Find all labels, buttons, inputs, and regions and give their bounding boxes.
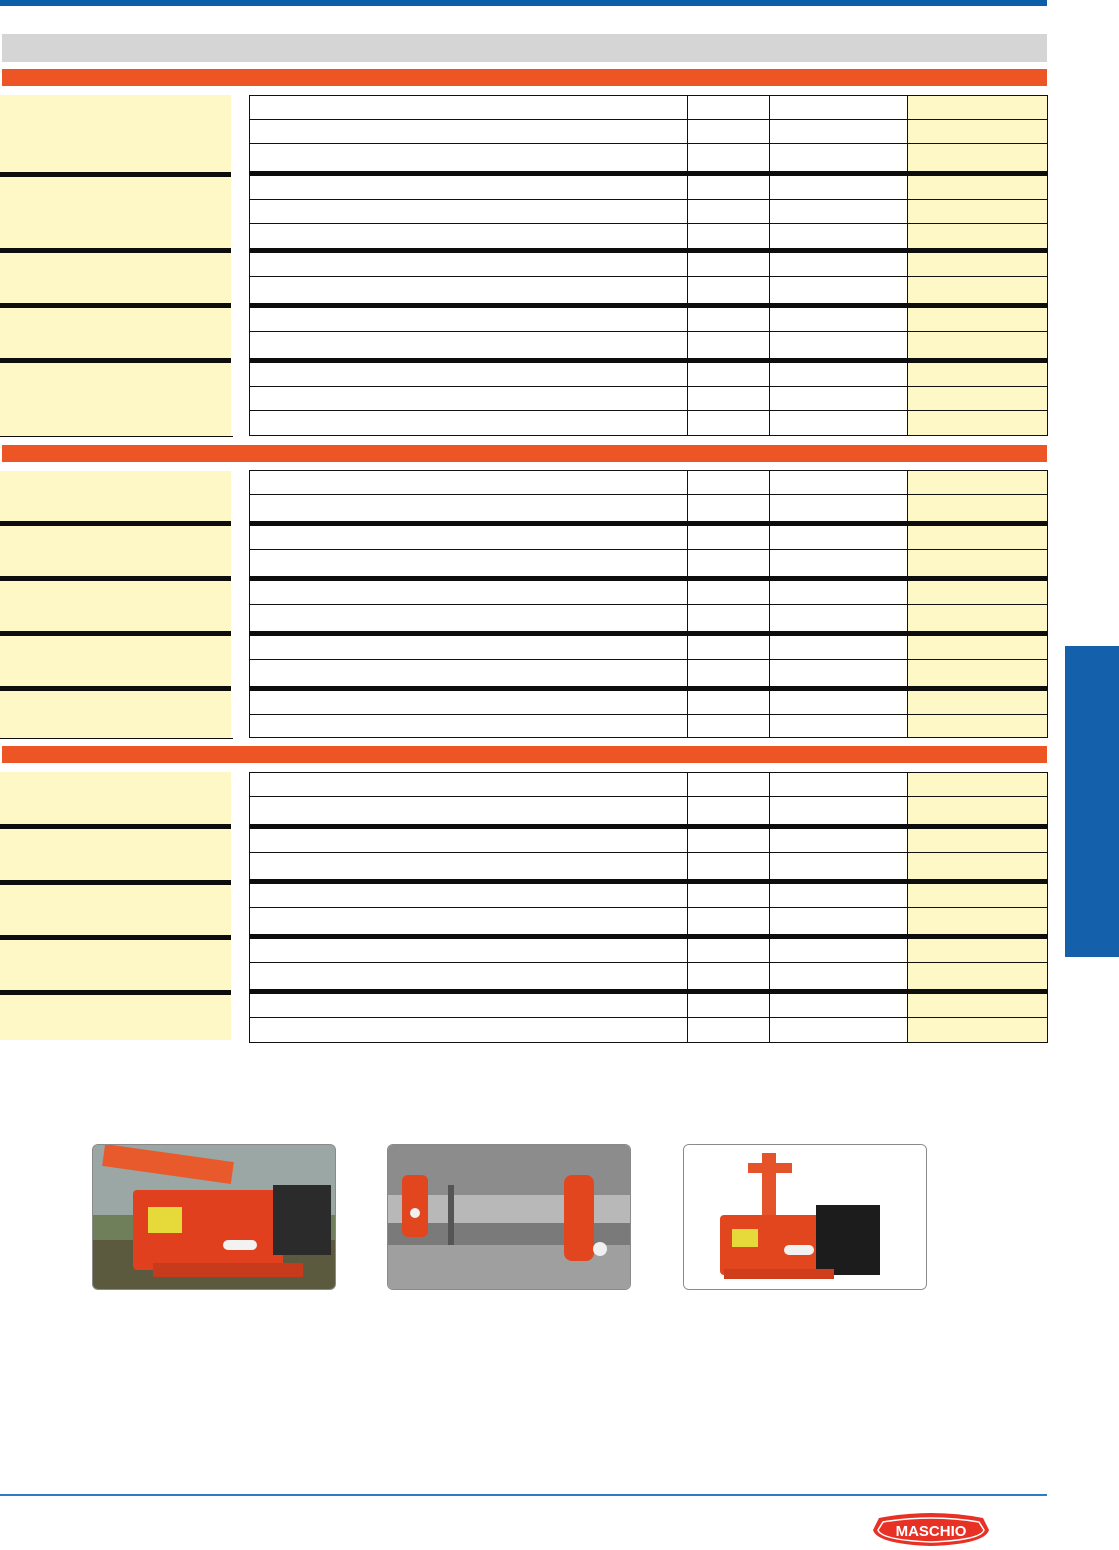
table-row: [250, 176, 1047, 200]
table-row: [250, 120, 1047, 144]
table-row: [250, 144, 1047, 172]
table-row: [250, 332, 1047, 359]
group-label-cell: [0, 248, 231, 303]
table-row: [250, 277, 1047, 304]
section-header-3: [2, 746, 1047, 763]
group-label-cell: [0, 471, 231, 521]
table-row: [250, 471, 1047, 495]
group-label-cell: [0, 172, 231, 248]
group-label-cell: [0, 631, 231, 686]
table-row: [250, 939, 1047, 963]
group-label-cell: [0, 990, 231, 1040]
table-row: [250, 96, 1047, 120]
section-header-2: [2, 445, 1047, 462]
table-row: [250, 1018, 1047, 1043]
table-row: [250, 581, 1047, 605]
spec-group: [249, 358, 1048, 436]
top-accent-bar: [0, 0, 1047, 6]
table-row: [250, 253, 1047, 277]
group-label-cell: [0, 880, 231, 935]
footer-rule: [0, 1494, 1047, 1496]
table-row: [250, 495, 1047, 521]
spec-group: [249, 303, 1048, 359]
spec-group: [249, 248, 1048, 304]
table-row: [250, 773, 1047, 797]
table-row: [250, 308, 1047, 332]
spec-group: [249, 95, 1048, 172]
table-row: [250, 994, 1047, 1018]
table-row: [250, 853, 1047, 880]
section-divider: [0, 436, 233, 437]
table-row: [250, 411, 1047, 436]
table-row: [250, 715, 1047, 738]
table-row: [250, 605, 1047, 631]
header-band: [2, 34, 1047, 62]
maschio-logo: [871, 1512, 991, 1548]
table-row: [250, 200, 1047, 224]
group-label-cell: [0, 824, 231, 880]
table-row: [250, 636, 1047, 660]
section-divider: [0, 738, 233, 739]
table-row: [250, 660, 1047, 686]
spec-group: [249, 470, 1048, 521]
table-row: [250, 550, 1047, 576]
spec-group: [249, 934, 1048, 990]
section-header-1: [2, 69, 1047, 86]
table-row: [250, 387, 1047, 411]
table-row: [250, 829, 1047, 853]
spec-group: [249, 521, 1048, 576]
table-row: [250, 526, 1047, 550]
group-label-cell: [0, 935, 231, 990]
spec-group: [249, 631, 1048, 686]
rotary-tiller-studio-photo: [683, 1144, 927, 1290]
table-row: [250, 963, 1047, 990]
hitch-bracket-detail-photo: [387, 1144, 631, 1290]
rotary-tiller-field-photo: [92, 1144, 336, 1290]
spec-group: [249, 879, 1048, 935]
table-row: [250, 908, 1047, 935]
side-section-tab: [1065, 646, 1119, 957]
table-row: [250, 797, 1047, 824]
spec-group: [249, 989, 1048, 1043]
spec-group: [249, 171, 1048, 249]
table-row: [250, 224, 1047, 249]
spec-group: [249, 772, 1048, 824]
spec-group: [249, 576, 1048, 631]
group-label-cell: [0, 95, 231, 172]
group-label-cell: [0, 576, 231, 631]
logo-text: MASCHIO: [895, 1523, 967, 1540]
group-label-cell: [0, 772, 231, 824]
spec-group: [249, 824, 1048, 880]
spec-group: [249, 686, 1048, 738]
group-label-cell: [0, 358, 231, 436]
table-row: [250, 363, 1047, 387]
group-label-cell: [0, 521, 231, 576]
table-row: [250, 691, 1047, 715]
group-label-cell: [0, 686, 231, 738]
table-row: [250, 884, 1047, 908]
group-label-cell: [0, 303, 231, 358]
